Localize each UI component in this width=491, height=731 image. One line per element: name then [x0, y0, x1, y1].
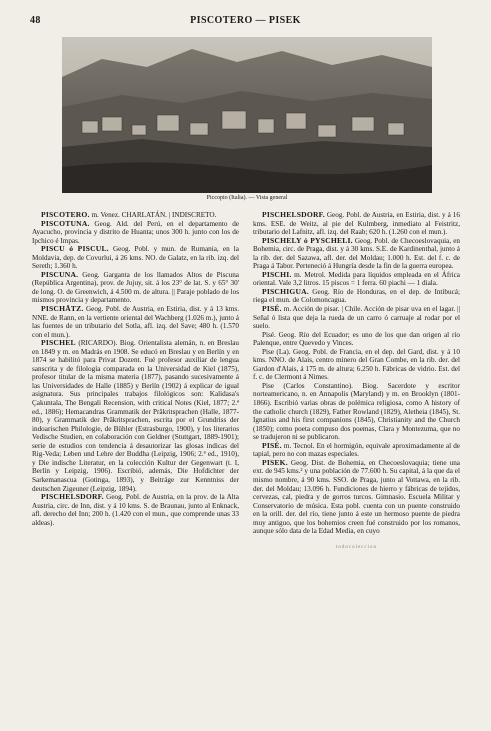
watermark: todocoleccion	[335, 544, 378, 550]
entry	[32, 493, 239, 527]
entry-text: Geog. Dist. de Bohemia, en Checoeslovaquia; tiene una ext. de 945 kms.² y una población de 77.600 h. Su capital, á la que da el mismo nombre, á 90 kms. SSO. de Praga, junto al Vottawa, en la rib. der. del Moldau; 13.096 h. Fundiciones de hierro y fábricas de tejidos, cervezas, cal, piedra y de gorros turcos. Gimnasio. Escuela Militar y Conservatorio de música. Esta pobl. cuenta con un puente construido en la orill. der. del río, tiene junto á este un hermoso puente de piedra muy antiguo, que los bohemios creen fué construido por los romanos, aunque sólo data de la Edad Media, en cuyo	[253, 458, 460, 536]
entry-text: Geog. Pobl. de Austria, en Estiria, dist. y á 13 kms. NNE. de Rann, en la vertiente oriental del Wachberg (1.026 m.), junto á las fuentes de un tributario del Sotla, afl. izq. del Save; 480 h. (1.570 con el mun.).	[32, 305, 239, 339]
entry-text: m. Venez. CHARLATÁN. | INDISCRETO.	[89, 211, 217, 219]
entry-text: Pise (Carlos Constantino). Biog. Sacerdote y escritor norteamericano, n. en Annapolis (Maryland) y m. en Brooklyn (1801-1866). Escribió varias obras de polémica religiosa, como A history of the catholic church (1829), Father Rowland (1829), Aletheia (1845), St. Ignatius and his first companions (1845), Christianity and the Church (1850); como poeta compuso dos poemas, Clara y Montezuma, que no se tradujeron ni se publicaron.	[253, 381, 460, 442]
entry	[32, 305, 239, 339]
headword: PISÉ.	[262, 304, 282, 314]
entry-text: Pisé. Geog. Río del Ecuador; es uno de los que dan origen al río Palenque, entre Quevedo y Vinces.	[253, 330, 460, 348]
headword: PISCHÄTZ.	[41, 304, 84, 314]
entry-text: Geog. Garganta de los llamados Altos de Piscuna (República Argentina), prov. de Jujuy, sit. á los 23° de lat. S. y 65° 30' de long. O. de Greenwich, á 4.500 m. de altura. || Paraje poblado de los mismos provincia y departamento.	[32, 270, 239, 305]
right-column	[253, 211, 460, 552]
entry-text: (RICARDO). Biog. Orientalista alemán, n. en Breslau en 1849 y m. en Madrás en 1908. Se educó en Breslau y en Berlín y en 1874 se habilitó para Privat Dozent. Fué profesor auxiliar de lengua sanscrita y de filología comparada en la Universidad de Kiel (1875), profesor titular de la misma materia (1877), pasando sucesivamente á las Universidades de Halle (1885) y Berlín (1902) á explicar de igual asignatura. Sus principales trabajos filológicos son: Kalidasa's Çakuntala, The Bengali Recension, with critical Notes (Kiel, 1877; 2.ª ed., 1886); Hemacandras Grammatik der Prâkritsprachen (Halle, 1877-80), y Grammatik der Prâkritsprachen, escrita por el Grundriss der indoarischen Philologie, de Bühler (Estrasburgo, 1900), y los literarios Vedische Studien, en colaboración con Geldner (Stuttgart, 1889-1901); serie de estudios con tendencia á desautorizar las glosas indicas del Rig-Veda; Leben und Lehre der Buddha (Leipzig, 1906; 2.ª ed., 1910), y Die indische Literatur, en la colección Kultur der Gegenwart (t. I, Berlín y Leipzig, 1906). Escribió, además, Die Hofdichter der Sarkemanascua (Gotinga, 1893), y Beiträge zur Kenntniss der deutschen Zigeuner (Leipzig, 1894).	[32, 339, 239, 493]
headword: PISCHI.	[262, 269, 292, 279]
entry-text: Geog. Pobl. de Austria, en Estiria, dist. y á 16 kms. ESE. de Weitz, al pie del Kulmberg, inmediato al Feistritz, tributario del Lafnitz, afl. izq. del Raab; 620 h. (1.260 con el mun.).	[253, 211, 460, 237]
entry-text: Geog. Ald. del Perú, en el departamento de Ayacucho, provincia y distrito de Huanta; unos 300 h. junto con los de Ipchico é Impas.	[32, 219, 239, 245]
headword: PISCHELSDORF.	[262, 210, 325, 219]
entry	[253, 211, 460, 237]
entry-text: m. Metrol. Medida para líquidos empleada en el África oriental. Vale 3,2 litros. 15 piscos = 1 ferra. 60 piachi — 1 diala.	[253, 270, 460, 288]
headword: PISCOTERO.	[41, 210, 90, 219]
headword: PISCHELY ó PYSCHELI.	[262, 235, 353, 245]
entry	[253, 459, 460, 536]
entry	[253, 331, 460, 348]
entry	[253, 382, 460, 442]
entry-text: Geog. Pobl. y mun. de Rumania, en la Moldavia, dep. de Covurlui, á 26 kms. NO. de Galatz, en la rib. izq. del Sereth; 1.360 h.	[32, 245, 239, 271]
page-number: 48	[30, 15, 41, 26]
entry	[32, 245, 239, 271]
left-column	[32, 211, 239, 527]
entry-text: Geog. Pobl. de Austria, en la prov. de la Alta Austria, circ. de Inn, dist. y á 10 kms. S. de Braunau, junto al Enknack, afl. derecho del Inn; 200 h. (1.420 con el mun., que comprende unas 33 aldeas).	[32, 493, 239, 527]
headword: PISCU ó PISCUL.	[41, 244, 109, 254]
figure-caption: Piccopio (Italia). — Vista general	[206, 195, 288, 201]
headword: PISCHELSDORF.	[41, 492, 104, 502]
entry	[32, 271, 239, 305]
entry-text: m. Acción de pisar. | Chile. Acción de pisar uva en el lagar. || Señal ó lista que deja la rueda de un carro ó carruaje al rodar por el suelo.	[253, 305, 460, 331]
headword: PISCHEL	[41, 338, 76, 348]
running-title: PISCOTERO — PISEK	[190, 15, 301, 26]
entry-text: Geog. Pobl. de Checoeslovaquia, en Bohemia, circ. de Praga, dist. y á 30 kms. S.E. de Kardinenthal, junto á la rib. der. del Sazawa, afl. der. del Moldau; 1.000 h. Est. del f. c. de Praga á Tabor. Perteneció á Hungría desde la fin de la guerra europea.	[253, 236, 461, 271]
headword: PISCOTUNA.	[41, 218, 90, 228]
entry	[32, 339, 239, 493]
headword: PISÉ.	[262, 440, 282, 450]
headword: PISCUNA.	[41, 269, 79, 279]
entry	[253, 442, 460, 459]
headword: PISCHIGUA.	[262, 286, 309, 296]
entry	[253, 348, 460, 382]
entry-text: Pise (La). Geog. Pobl. de Francia, en el dep. del Gard, dist. y á 10 kms. NNO. de Alais, centro minero del Gran Combe, en la rib. der. del Gardon d'Alais, á 175 m. de altura; 6.250 h. Fábricas de vidrio. Est. del f. c. de Clermont á Nimes.	[253, 347, 460, 382]
entry	[253, 305, 460, 331]
entry	[253, 237, 460, 271]
entry	[32, 220, 239, 246]
page-header	[30, 15, 461, 29]
headword: PISEK.	[262, 457, 288, 467]
entry	[253, 288, 460, 305]
entry	[253, 271, 460, 288]
landscape-photo	[62, 37, 432, 193]
entry-text: m. Tecnol. En el hormigón, equivale aproximadamente al de tapial, pero no con mazas especiales.	[253, 441, 460, 459]
entry-text: Geog. Río de Honduras, en el dep. de Intibucá; riega el mun. de Colomoncagua.	[253, 287, 460, 305]
